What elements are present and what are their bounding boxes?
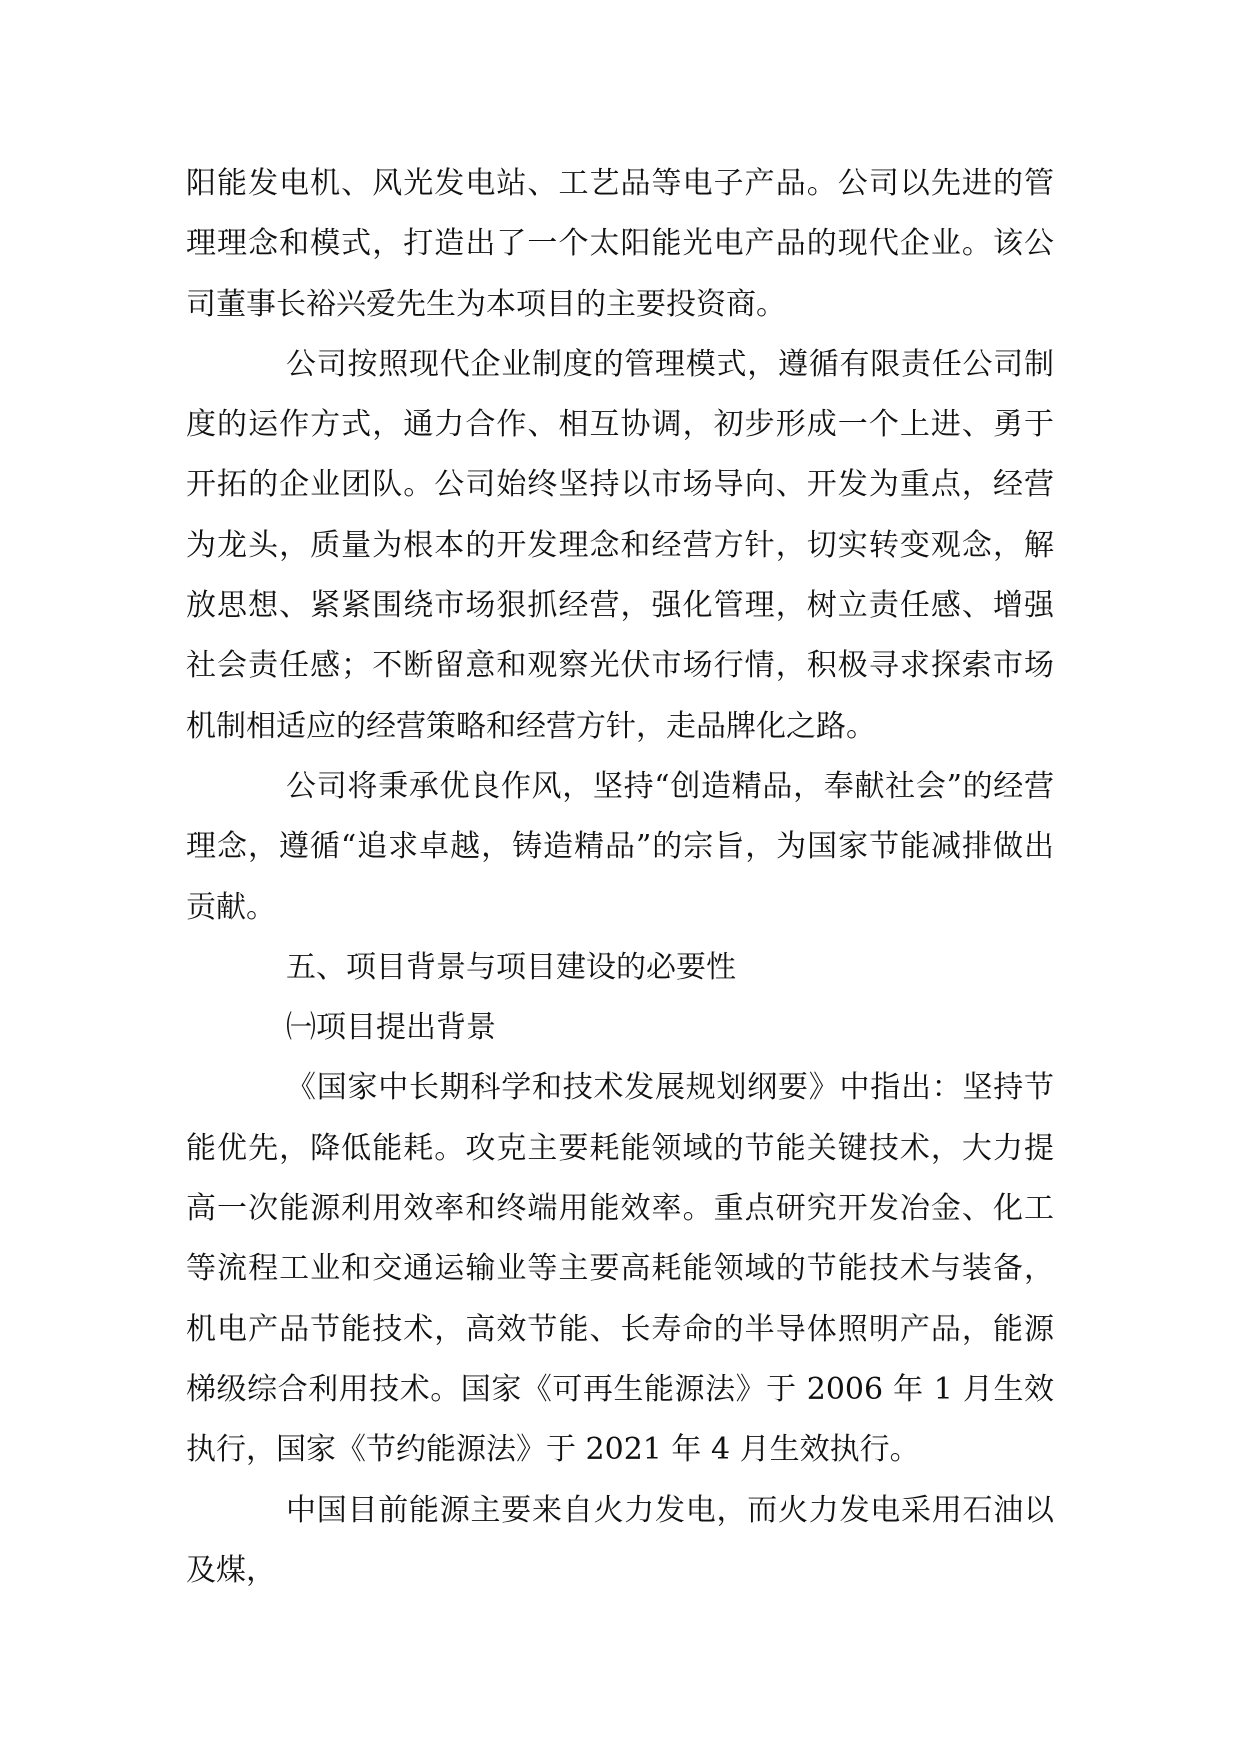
- body-text: [186, 154, 1054, 1601]
- paragraph-company-motto: 公司将秉承优良作风，坚持“创造精品，奉献社会”的经营理念，遵循“追求卓越，铸造精品”的宗旨，为国家节能减排做出贡献。: [186, 768, 1054, 925]
- paragraph-background-policy: 《国家中长期科学和技术发展规划纲要》中指出：坚持节能优先，降低能耗。攻克主要耗能领域的节能关键技术，大力提高一次能源利用效率和终端用能效率。重点研究开发冶金、化工等流程工业和交通运输业等主要高耗能领域的节能技术与装备，机电产品节能技术，高效节能、长寿命的半导体照明产品，能源梯级综合利用技术。国家《可再生能源法》于 2006 年 1 月生效执行，国家《节约能源法》于 2021 年 4 月生效执行。: [186, 1070, 1054, 1468]
- paragraph-company-intro-tail: 阳能发电机、风光发电站、工艺品等电子产品。公司以先进的管理理念和模式，打造出了一个太阳能光电产品的现代企业。该公司董事长裕兴爱先生为本项目的主要投资商。: [186, 166, 1054, 322]
- subsection-heading: ㈠项目提出背景: [286, 1010, 496, 1046]
- paragraph-energy-situation: 中国目前能源主要来自火力发电，而火力发电采用石油以及煤，: [186, 1492, 1054, 1588]
- section-heading: 五、项目背景与项目建设的必要性: [286, 949, 736, 985]
- paragraph-company-management: 公司按照现代企业制度的管理模式，遵循有限责任公司制度的运作方式，通力合作、相互协调，初步形成一个上进、勇于开拓的企业团队。公司始终坚持以市场导向、开发为重点，经营为龙头，质量为根本的开发理念和经营方针，切实转变观念，解放思想、紧紧围绕市场狠抓经营，强化管理，树立责任感、增强社会责任感；不断留意和观察光伏市场行情，积极寻求探索市场机制相适应的经营策略和经营方针，走品牌化之路。: [186, 346, 1054, 744]
